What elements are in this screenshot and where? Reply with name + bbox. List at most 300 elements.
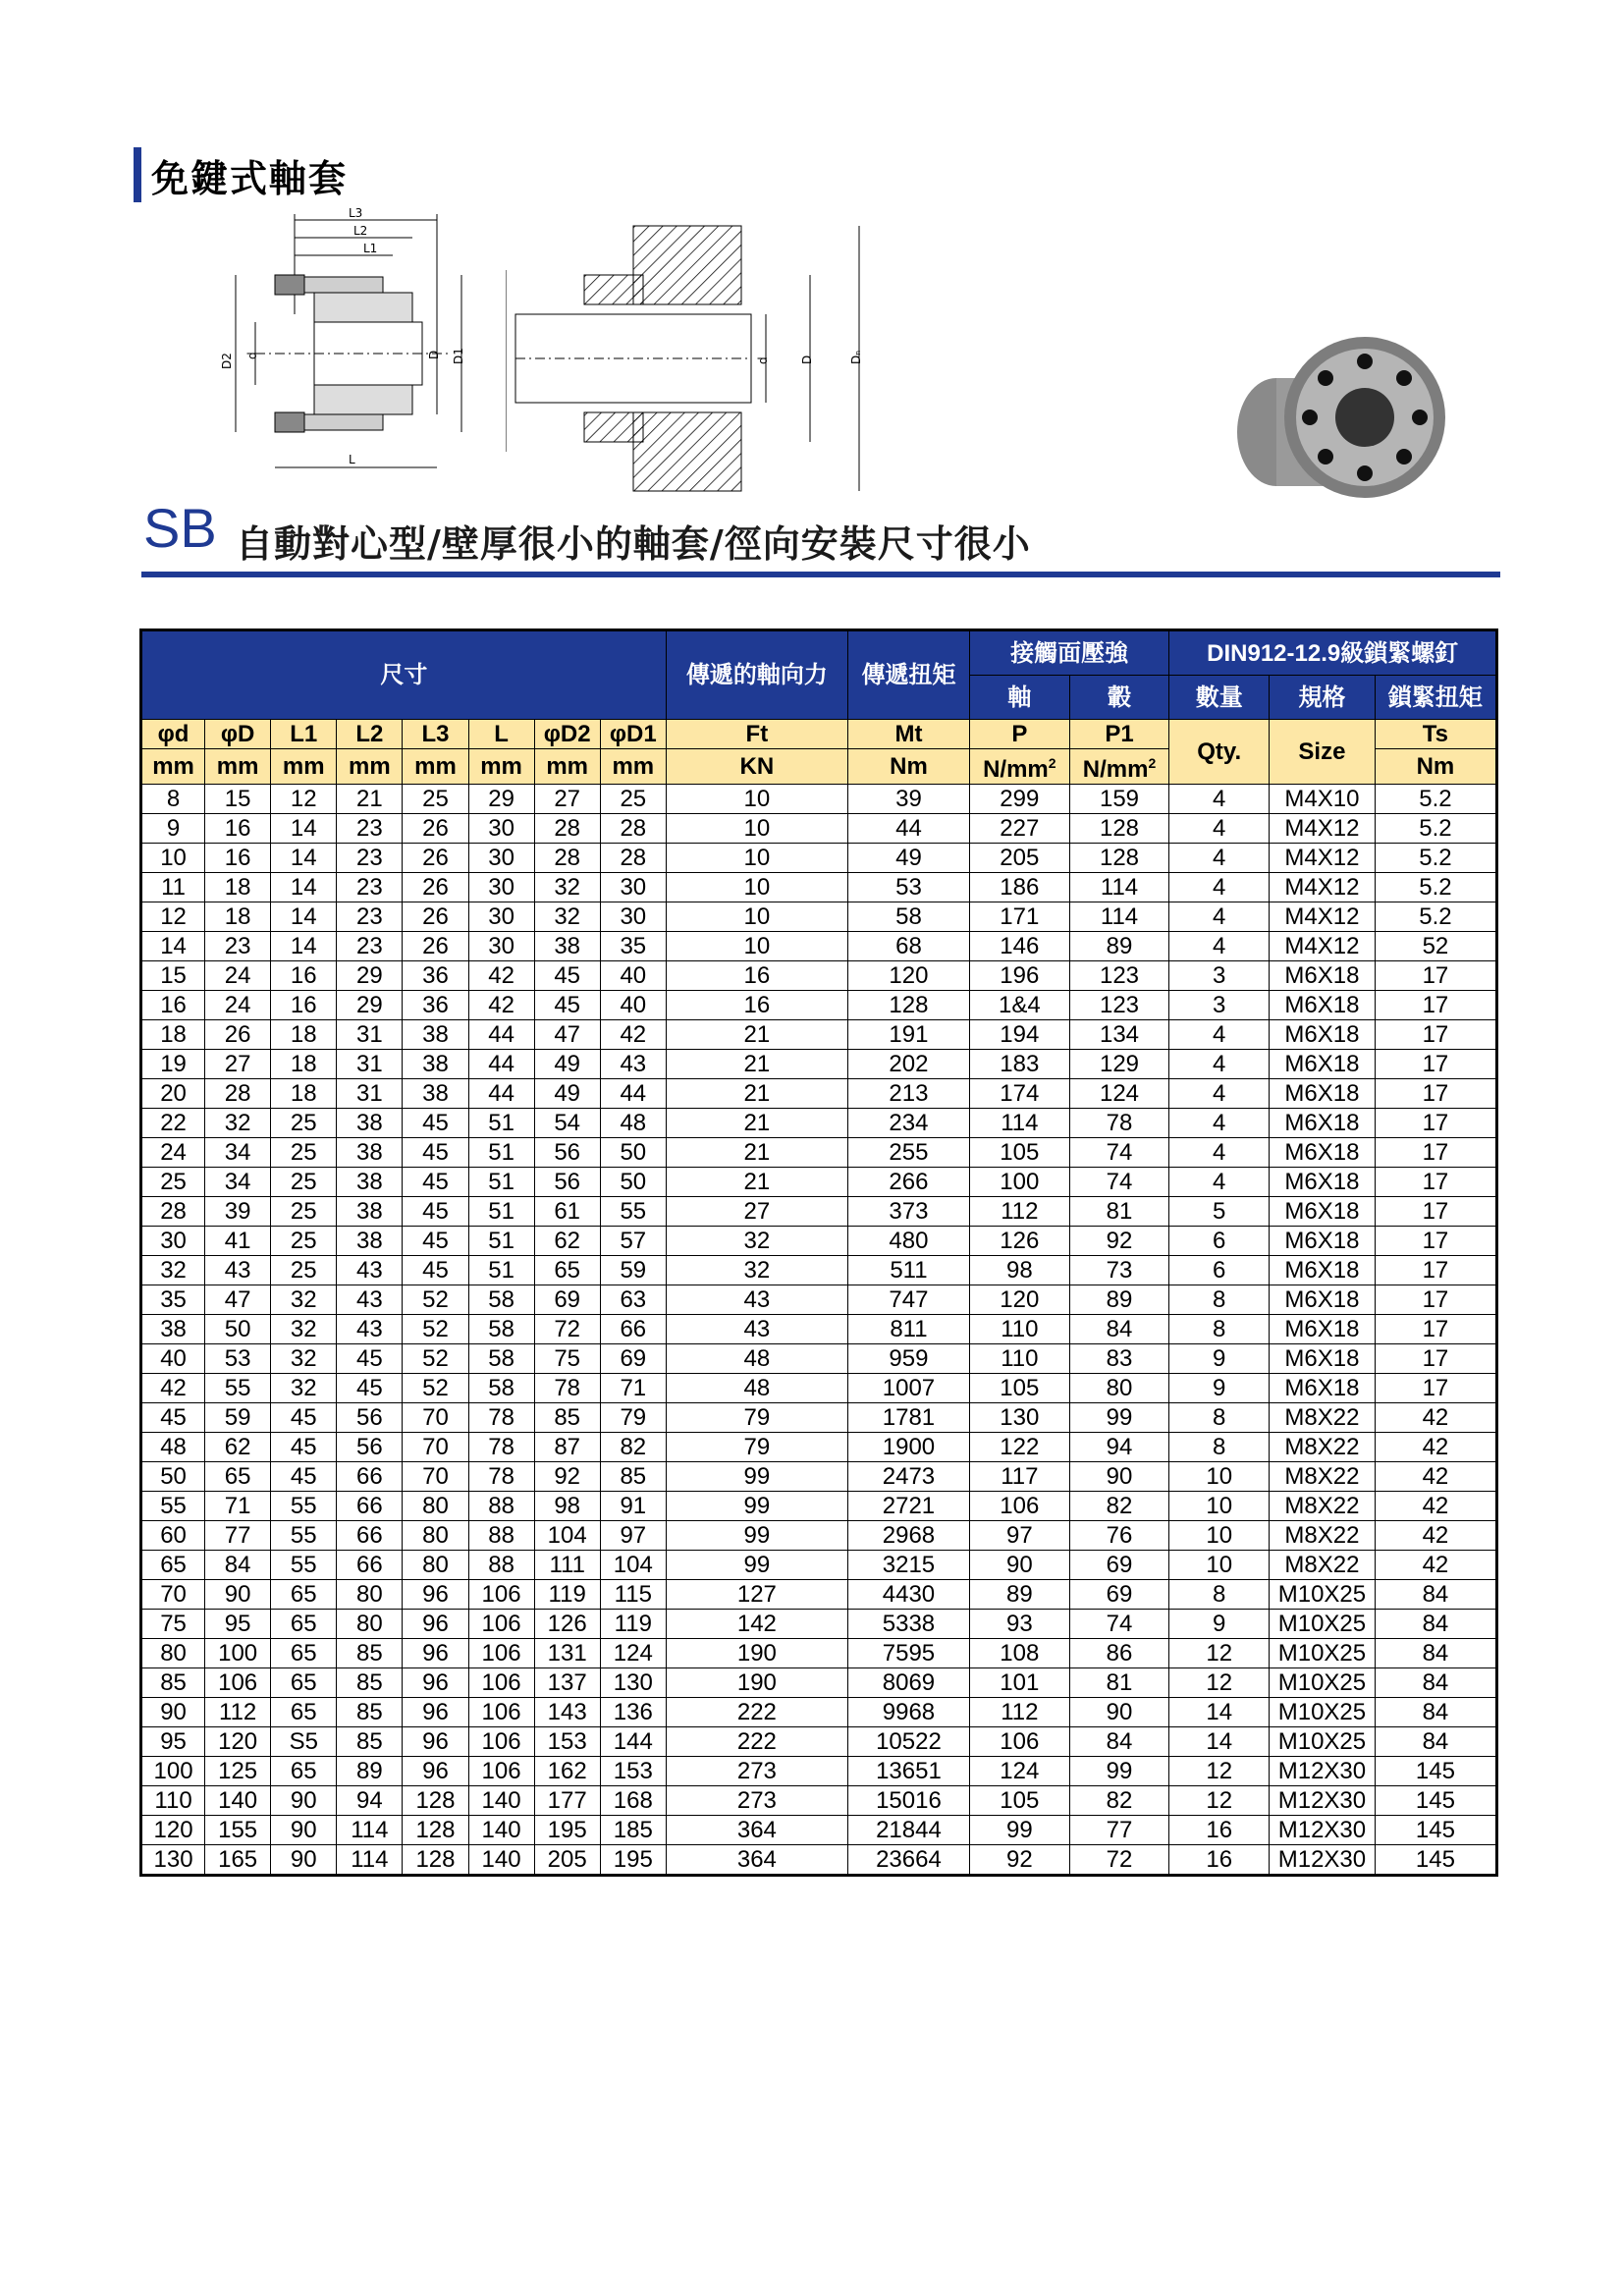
col-L3: L3 <box>403 720 468 749</box>
table-cell: 73 <box>1069 1256 1169 1285</box>
table-row <box>141 1168 1497 1197</box>
unit-square: 2 <box>1148 755 1157 771</box>
table-cell: 32 <box>666 1256 847 1285</box>
table-cell: 58 <box>468 1374 534 1403</box>
hdr-axial-force: 傳遞的軸向力 <box>666 630 847 720</box>
table-row <box>141 1668 1497 1698</box>
table-cell: 48 <box>141 1433 205 1462</box>
table-cell: 28 <box>600 814 666 844</box>
table-cell: 96 <box>403 1580 468 1610</box>
table-cell: 25 <box>141 1168 205 1197</box>
table-cell: 140 <box>468 1845 534 1876</box>
table-cell: 43 <box>337 1285 403 1315</box>
table-cell: 29 <box>337 991 403 1020</box>
table-cell: 45 <box>403 1197 468 1227</box>
table-cell: 97 <box>600 1521 666 1551</box>
table-cell: 114 <box>1069 902 1169 932</box>
table-cell: 128 <box>1069 844 1169 873</box>
table-cell: 8 <box>1169 1285 1270 1315</box>
table-cell: 137 <box>534 1668 600 1698</box>
table-cell: 5 <box>1169 1197 1270 1227</box>
table-cell: 10 <box>666 844 847 873</box>
table-cell: 17 <box>1375 961 1496 991</box>
table-cell: 4 <box>1169 873 1270 902</box>
unit-mm: mm <box>600 749 666 785</box>
table-cell: 42 <box>1375 1403 1496 1433</box>
table-cell: 100 <box>205 1639 271 1668</box>
table-cell: 140 <box>205 1786 271 1816</box>
table-cell: 84 <box>1375 1610 1496 1639</box>
table-cell: 25 <box>271 1256 337 1285</box>
table-cell: 69 <box>600 1344 666 1374</box>
table-row <box>141 1256 1497 1285</box>
table-cell: M6X18 <box>1270 961 1376 991</box>
table-cell: 21 <box>666 1020 847 1050</box>
table-cell: 31 <box>337 1020 403 1050</box>
table-cell: 4 <box>1169 1079 1270 1109</box>
table-cell: 4 <box>1169 785 1270 814</box>
table-row <box>141 1109 1497 1138</box>
table-cell: 80 <box>337 1580 403 1610</box>
table-row <box>141 785 1497 814</box>
table-cell: 27 <box>534 785 600 814</box>
table-cell: 30 <box>600 873 666 902</box>
table-cell: 120 <box>141 1816 205 1845</box>
table-cell: 114 <box>337 1816 403 1845</box>
table-cell: 25 <box>403 785 468 814</box>
table-cell: 9968 <box>847 1698 969 1727</box>
table-cell: 130 <box>969 1403 1069 1433</box>
table-cell: 8 <box>1169 1403 1270 1433</box>
table-cell: 17 <box>1375 1285 1496 1315</box>
table-cell: M4X12 <box>1270 814 1376 844</box>
table-cell: 17 <box>1375 1050 1496 1079</box>
table-cell: 21 <box>666 1109 847 1138</box>
table-cell: 84 <box>1375 1727 1496 1757</box>
table-cell: 51 <box>468 1197 534 1227</box>
col-P1: P1 <box>1069 720 1169 749</box>
table-row <box>141 1521 1497 1551</box>
table-cell: 373 <box>847 1197 969 1227</box>
product-code: SB <box>143 497 217 559</box>
table-cell: M6X18 <box>1270 991 1376 1020</box>
table-cell: 85 <box>337 1698 403 1727</box>
table-cell: 40 <box>600 961 666 991</box>
table-cell: 66 <box>337 1462 403 1492</box>
table-cell: 8 <box>1169 1580 1270 1610</box>
table-cell: 43 <box>205 1256 271 1285</box>
table-cell: 106 <box>969 1727 1069 1757</box>
table-cell: 89 <box>1069 932 1169 961</box>
table-cell: 79 <box>600 1403 666 1433</box>
table-cell: 42 <box>1375 1433 1496 1462</box>
table-cell: 95 <box>205 1610 271 1639</box>
table-row <box>141 1727 1497 1757</box>
table-cell: 74 <box>1069 1610 1169 1639</box>
table-cell: M12X30 <box>1270 1845 1376 1876</box>
table-cell: 1900 <box>847 1433 969 1462</box>
unit-kn: KN <box>666 749 847 785</box>
table-cell: 87 <box>534 1433 600 1462</box>
table-cell: 94 <box>1069 1433 1169 1462</box>
table-cell: M6X18 <box>1270 1168 1376 1197</box>
table-cell: 153 <box>600 1757 666 1786</box>
table-cell: 16 <box>141 991 205 1020</box>
table-cell: 4 <box>1169 814 1270 844</box>
table-cell: 23 <box>205 932 271 961</box>
table-cell: 12 <box>271 785 337 814</box>
table-cell: 24 <box>141 1138 205 1168</box>
table-cell: 119 <box>534 1580 600 1610</box>
table-row <box>141 1639 1497 1668</box>
table-cell: 76 <box>1069 1521 1169 1551</box>
table-cell: M4X12 <box>1270 844 1376 873</box>
table-cell: M6X18 <box>1270 1315 1376 1344</box>
table-cell: 66 <box>337 1551 403 1580</box>
table-row <box>141 1845 1497 1876</box>
table-cell: 126 <box>534 1610 600 1639</box>
table-cell: 364 <box>666 1816 847 1845</box>
table-row <box>141 1315 1497 1344</box>
table-cell: 14 <box>1169 1727 1270 1757</box>
table-row <box>141 1050 1497 1079</box>
table-cell: 65 <box>271 1698 337 1727</box>
table-cell: M10X25 <box>1270 1639 1376 1668</box>
label-L3: L3 <box>349 206 363 220</box>
table-cell: M8X22 <box>1270 1551 1376 1580</box>
table-cell: 4 <box>1169 932 1270 961</box>
table-cell: 23 <box>337 844 403 873</box>
table-cell: 50 <box>205 1315 271 1344</box>
table-cell: 99 <box>666 1492 847 1521</box>
table-row <box>141 1403 1497 1433</box>
table-cell: 128 <box>403 1816 468 1845</box>
table-cell: 111 <box>534 1551 600 1580</box>
table-cell: 106 <box>969 1492 1069 1521</box>
table-cell: 114 <box>969 1109 1069 1138</box>
table-cell: 43 <box>337 1256 403 1285</box>
table-cell: 9 <box>1169 1610 1270 1639</box>
table-cell: 70 <box>403 1403 468 1433</box>
spec-table-body <box>141 785 1497 1876</box>
table-cell: 28 <box>534 814 600 844</box>
table-cell: 195 <box>534 1816 600 1845</box>
table-cell: 9 <box>1169 1344 1270 1374</box>
table-cell: 17 <box>1375 1315 1496 1344</box>
table-cell: 146 <box>969 932 1069 961</box>
table-cell: 45 <box>403 1256 468 1285</box>
table-cell: 195 <box>600 1845 666 1876</box>
table-cell: 299 <box>969 785 1069 814</box>
label-Dn-right: Dₙ <box>849 350 863 364</box>
table-cell: 48 <box>666 1344 847 1374</box>
table-cell: 8 <box>141 785 205 814</box>
table-cell: 38 <box>337 1168 403 1197</box>
header-accent-bar <box>134 147 141 202</box>
label-D1: D1 <box>452 348 465 364</box>
table-cell: M10X25 <box>1270 1580 1376 1610</box>
table-cell: M8X22 <box>1270 1433 1376 1462</box>
table-cell: 88 <box>468 1521 534 1551</box>
unit-mm: mm <box>337 749 403 785</box>
table-cell: 106 <box>468 1668 534 1698</box>
table-cell: 28 <box>141 1197 205 1227</box>
table-cell: 106 <box>468 1757 534 1786</box>
table-cell: 25 <box>271 1227 337 1256</box>
table-cell: 30 <box>468 873 534 902</box>
table-cell: 23 <box>337 932 403 961</box>
table-cell: 44 <box>468 1050 534 1079</box>
table-cell: 52 <box>403 1344 468 1374</box>
table-cell: 8 <box>1169 1315 1270 1344</box>
table-cell: 23 <box>337 873 403 902</box>
table-cell: 105 <box>969 1138 1069 1168</box>
table-cell: 35 <box>600 932 666 961</box>
table-cell: 100 <box>969 1168 1069 1197</box>
table-cell: 47 <box>205 1285 271 1315</box>
table-cell: 112 <box>969 1197 1069 1227</box>
table-cell: 54 <box>534 1109 600 1138</box>
table-cell: 155 <box>205 1816 271 1845</box>
table-cell: 190 <box>666 1668 847 1698</box>
table-cell: 36 <box>403 991 468 1020</box>
table-cell: 122 <box>969 1433 1069 1462</box>
table-cell: 45 <box>403 1227 468 1256</box>
spec-table <box>139 629 1498 1877</box>
table-cell: 15016 <box>847 1786 969 1816</box>
table-cell: 32 <box>271 1374 337 1403</box>
table-cell: 114 <box>1069 873 1169 902</box>
table-cell: 145 <box>1375 1757 1496 1786</box>
table-cell: M12X30 <box>1270 1816 1376 1845</box>
table-cell: 43 <box>600 1050 666 1079</box>
table-cell: 55 <box>205 1374 271 1403</box>
table-cell: 105 <box>969 1786 1069 1816</box>
table-cell: 78 <box>468 1433 534 1462</box>
table-cell: 65 <box>271 1580 337 1610</box>
unit-nmm: N/mm <box>1082 756 1149 783</box>
table-cell: 48 <box>666 1374 847 1403</box>
col-size: Size <box>1270 720 1376 785</box>
table-cell: 63 <box>600 1285 666 1315</box>
table-cell: 90 <box>141 1698 205 1727</box>
hdr-screw: DIN912-12.9級鎖緊螺釘 <box>1169 630 1497 676</box>
table-cell: 18 <box>141 1020 205 1050</box>
table-cell: 18 <box>271 1020 337 1050</box>
table-row <box>141 1433 1497 1462</box>
table-cell: 14 <box>271 814 337 844</box>
table-cell: 21 <box>666 1138 847 1168</box>
table-cell: 23 <box>337 902 403 932</box>
table-cell: M12X30 <box>1270 1786 1376 1816</box>
table-cell: 14 <box>271 844 337 873</box>
table-cell: 17 <box>1375 1109 1496 1138</box>
table-cell: 115 <box>600 1580 666 1610</box>
table-cell: 8 <box>1169 1433 1270 1462</box>
table-cell: 78 <box>1069 1109 1169 1138</box>
table-cell: 90 <box>271 1816 337 1845</box>
table-cell: 24 <box>205 991 271 1020</box>
table-cell: 98 <box>969 1256 1069 1285</box>
table-cell: 38 <box>534 932 600 961</box>
table-cell: 126 <box>969 1227 1069 1256</box>
table-cell: 12 <box>1169 1786 1270 1816</box>
table-cell: 1781 <box>847 1403 969 1433</box>
table-cell: 130 <box>141 1845 205 1876</box>
table-cell: 31 <box>337 1079 403 1109</box>
table-cell: 42 <box>141 1374 205 1403</box>
table-cell: 127 <box>666 1580 847 1610</box>
table-cell: 96 <box>403 1668 468 1698</box>
table-cell: 9 <box>1169 1374 1270 1403</box>
table-cell: 52 <box>403 1374 468 1403</box>
table-cell: 120 <box>205 1727 271 1757</box>
table-cell: 25 <box>600 785 666 814</box>
table-cell: M10X25 <box>1270 1698 1376 1727</box>
table-cell: M6X18 <box>1270 1285 1376 1315</box>
table-cell: 26 <box>205 1020 271 1050</box>
table-cell: 255 <box>847 1138 969 1168</box>
table-cell: 145 <box>1375 1816 1496 1845</box>
table-cell: 84 <box>1375 1668 1496 1698</box>
hdr-spec-cn: 規格 <box>1270 676 1376 720</box>
table-cell: 10522 <box>847 1727 969 1757</box>
table-cell: 159 <box>1069 785 1169 814</box>
table-cell: M8X22 <box>1270 1462 1376 1492</box>
table-cell: 38 <box>141 1315 205 1344</box>
table-cell: M6X18 <box>1270 1374 1376 1403</box>
table-row <box>141 1816 1497 1845</box>
table-cell: 104 <box>534 1521 600 1551</box>
table-cell: 8069 <box>847 1668 969 1698</box>
table-cell: 5.2 <box>1375 814 1496 844</box>
table-cell: 27 <box>666 1197 847 1227</box>
table-cell: 213 <box>847 1079 969 1109</box>
table-cell: 56 <box>534 1168 600 1197</box>
table-cell: 69 <box>1069 1551 1169 1580</box>
page-header <box>134 147 348 202</box>
table-cell: 21 <box>666 1079 847 1109</box>
unit-mm: mm <box>141 749 205 785</box>
table-cell: M10X25 <box>1270 1727 1376 1757</box>
table-cell: 128 <box>1069 814 1169 844</box>
table-cell: M4X12 <box>1270 873 1376 902</box>
table-cell: 49 <box>534 1079 600 1109</box>
table-cell: 12 <box>1169 1668 1270 1698</box>
table-cell: 45 <box>534 991 600 1020</box>
table-cell: 56 <box>337 1403 403 1433</box>
table-cell: 70 <box>141 1580 205 1610</box>
table-cell: 811 <box>847 1315 969 1344</box>
table-cell: 106 <box>468 1580 534 1610</box>
table-cell: 191 <box>847 1020 969 1050</box>
table-cell: 78 <box>468 1462 534 1492</box>
table-row <box>141 1227 1497 1256</box>
table-cell: 84 <box>1375 1698 1496 1727</box>
table-cell: 125 <box>205 1757 271 1786</box>
table-cell: M4X12 <box>1270 932 1376 961</box>
table-cell: 69 <box>534 1285 600 1315</box>
table-cell: 145 <box>1375 1786 1496 1816</box>
unit-pressure <box>1069 749 1169 785</box>
table-cell: 222 <box>666 1698 847 1727</box>
table-cell: 78 <box>534 1374 600 1403</box>
hdr-torque: 傳遞扭矩 <box>847 630 969 720</box>
table-cell: 50 <box>141 1462 205 1492</box>
table-cell: 34 <box>205 1168 271 1197</box>
table-cell: 55 <box>600 1197 666 1227</box>
table-cell: 5.2 <box>1375 844 1496 873</box>
table-cell: 124 <box>1069 1079 1169 1109</box>
table-cell: 16 <box>205 844 271 873</box>
table-cell: 273 <box>666 1757 847 1786</box>
table-cell: 18 <box>205 902 271 932</box>
table-cell: 27 <box>205 1050 271 1079</box>
unit-nmm: N/mm <box>983 756 1049 783</box>
table-cell: 49 <box>847 844 969 873</box>
table-cell: 4 <box>1169 1020 1270 1050</box>
table-cell: 14 <box>141 932 205 961</box>
table-cell: 39 <box>205 1197 271 1227</box>
table-cell: M6X18 <box>1270 1020 1376 1050</box>
table-cell: 44 <box>468 1079 534 1109</box>
table-cell: 42 <box>1375 1462 1496 1492</box>
table-cell: 85 <box>141 1668 205 1698</box>
col-Mt: Mt <box>847 720 969 749</box>
table-row <box>141 1344 1497 1374</box>
table-cell: 194 <box>969 1020 1069 1050</box>
table-cell: 52 <box>403 1285 468 1315</box>
table-cell: 88 <box>468 1492 534 1521</box>
table-cell: 55 <box>271 1521 337 1551</box>
table-cell: 106 <box>468 1698 534 1727</box>
table-cell: 42 <box>1375 1521 1496 1551</box>
table-cell: 80 <box>337 1610 403 1639</box>
table-cell: 71 <box>600 1374 666 1403</box>
table-cell: 89 <box>337 1757 403 1786</box>
table-cell: 85 <box>337 1668 403 1698</box>
table-cell: 82 <box>1069 1492 1169 1521</box>
table-cell: 45 <box>403 1168 468 1197</box>
table-cell: 52 <box>403 1315 468 1344</box>
table-cell: 99 <box>969 1816 1069 1845</box>
table-cell: 165 <box>205 1845 271 1876</box>
table-cell: 45 <box>337 1344 403 1374</box>
table-cell: 129 <box>1069 1050 1169 1079</box>
table-cell: 117 <box>969 1462 1069 1492</box>
table-cell: 21844 <box>847 1816 969 1845</box>
table-cell: 84 <box>1375 1639 1496 1668</box>
table-cell: 45 <box>403 1109 468 1138</box>
table-cell: 4430 <box>847 1580 969 1610</box>
col-L: L <box>468 720 534 749</box>
table-cell: 10 <box>666 785 847 814</box>
table-cell: 110 <box>969 1315 1069 1344</box>
table-cell: 128 <box>847 991 969 1020</box>
table-cell: 53 <box>847 873 969 902</box>
table-cell: M6X18 <box>1270 1227 1376 1256</box>
table-cell: 15 <box>205 785 271 814</box>
table-cell: 21 <box>337 785 403 814</box>
table-cell: 96 <box>403 1639 468 1668</box>
table-cell: 62 <box>205 1433 271 1462</box>
table-cell: 82 <box>1069 1786 1169 1816</box>
table-cell: 84 <box>1069 1727 1169 1757</box>
table-cell: 747 <box>847 1285 969 1315</box>
table-cell: 480 <box>847 1227 969 1256</box>
table-cell: 85 <box>600 1462 666 1492</box>
table-cell: 32 <box>534 873 600 902</box>
